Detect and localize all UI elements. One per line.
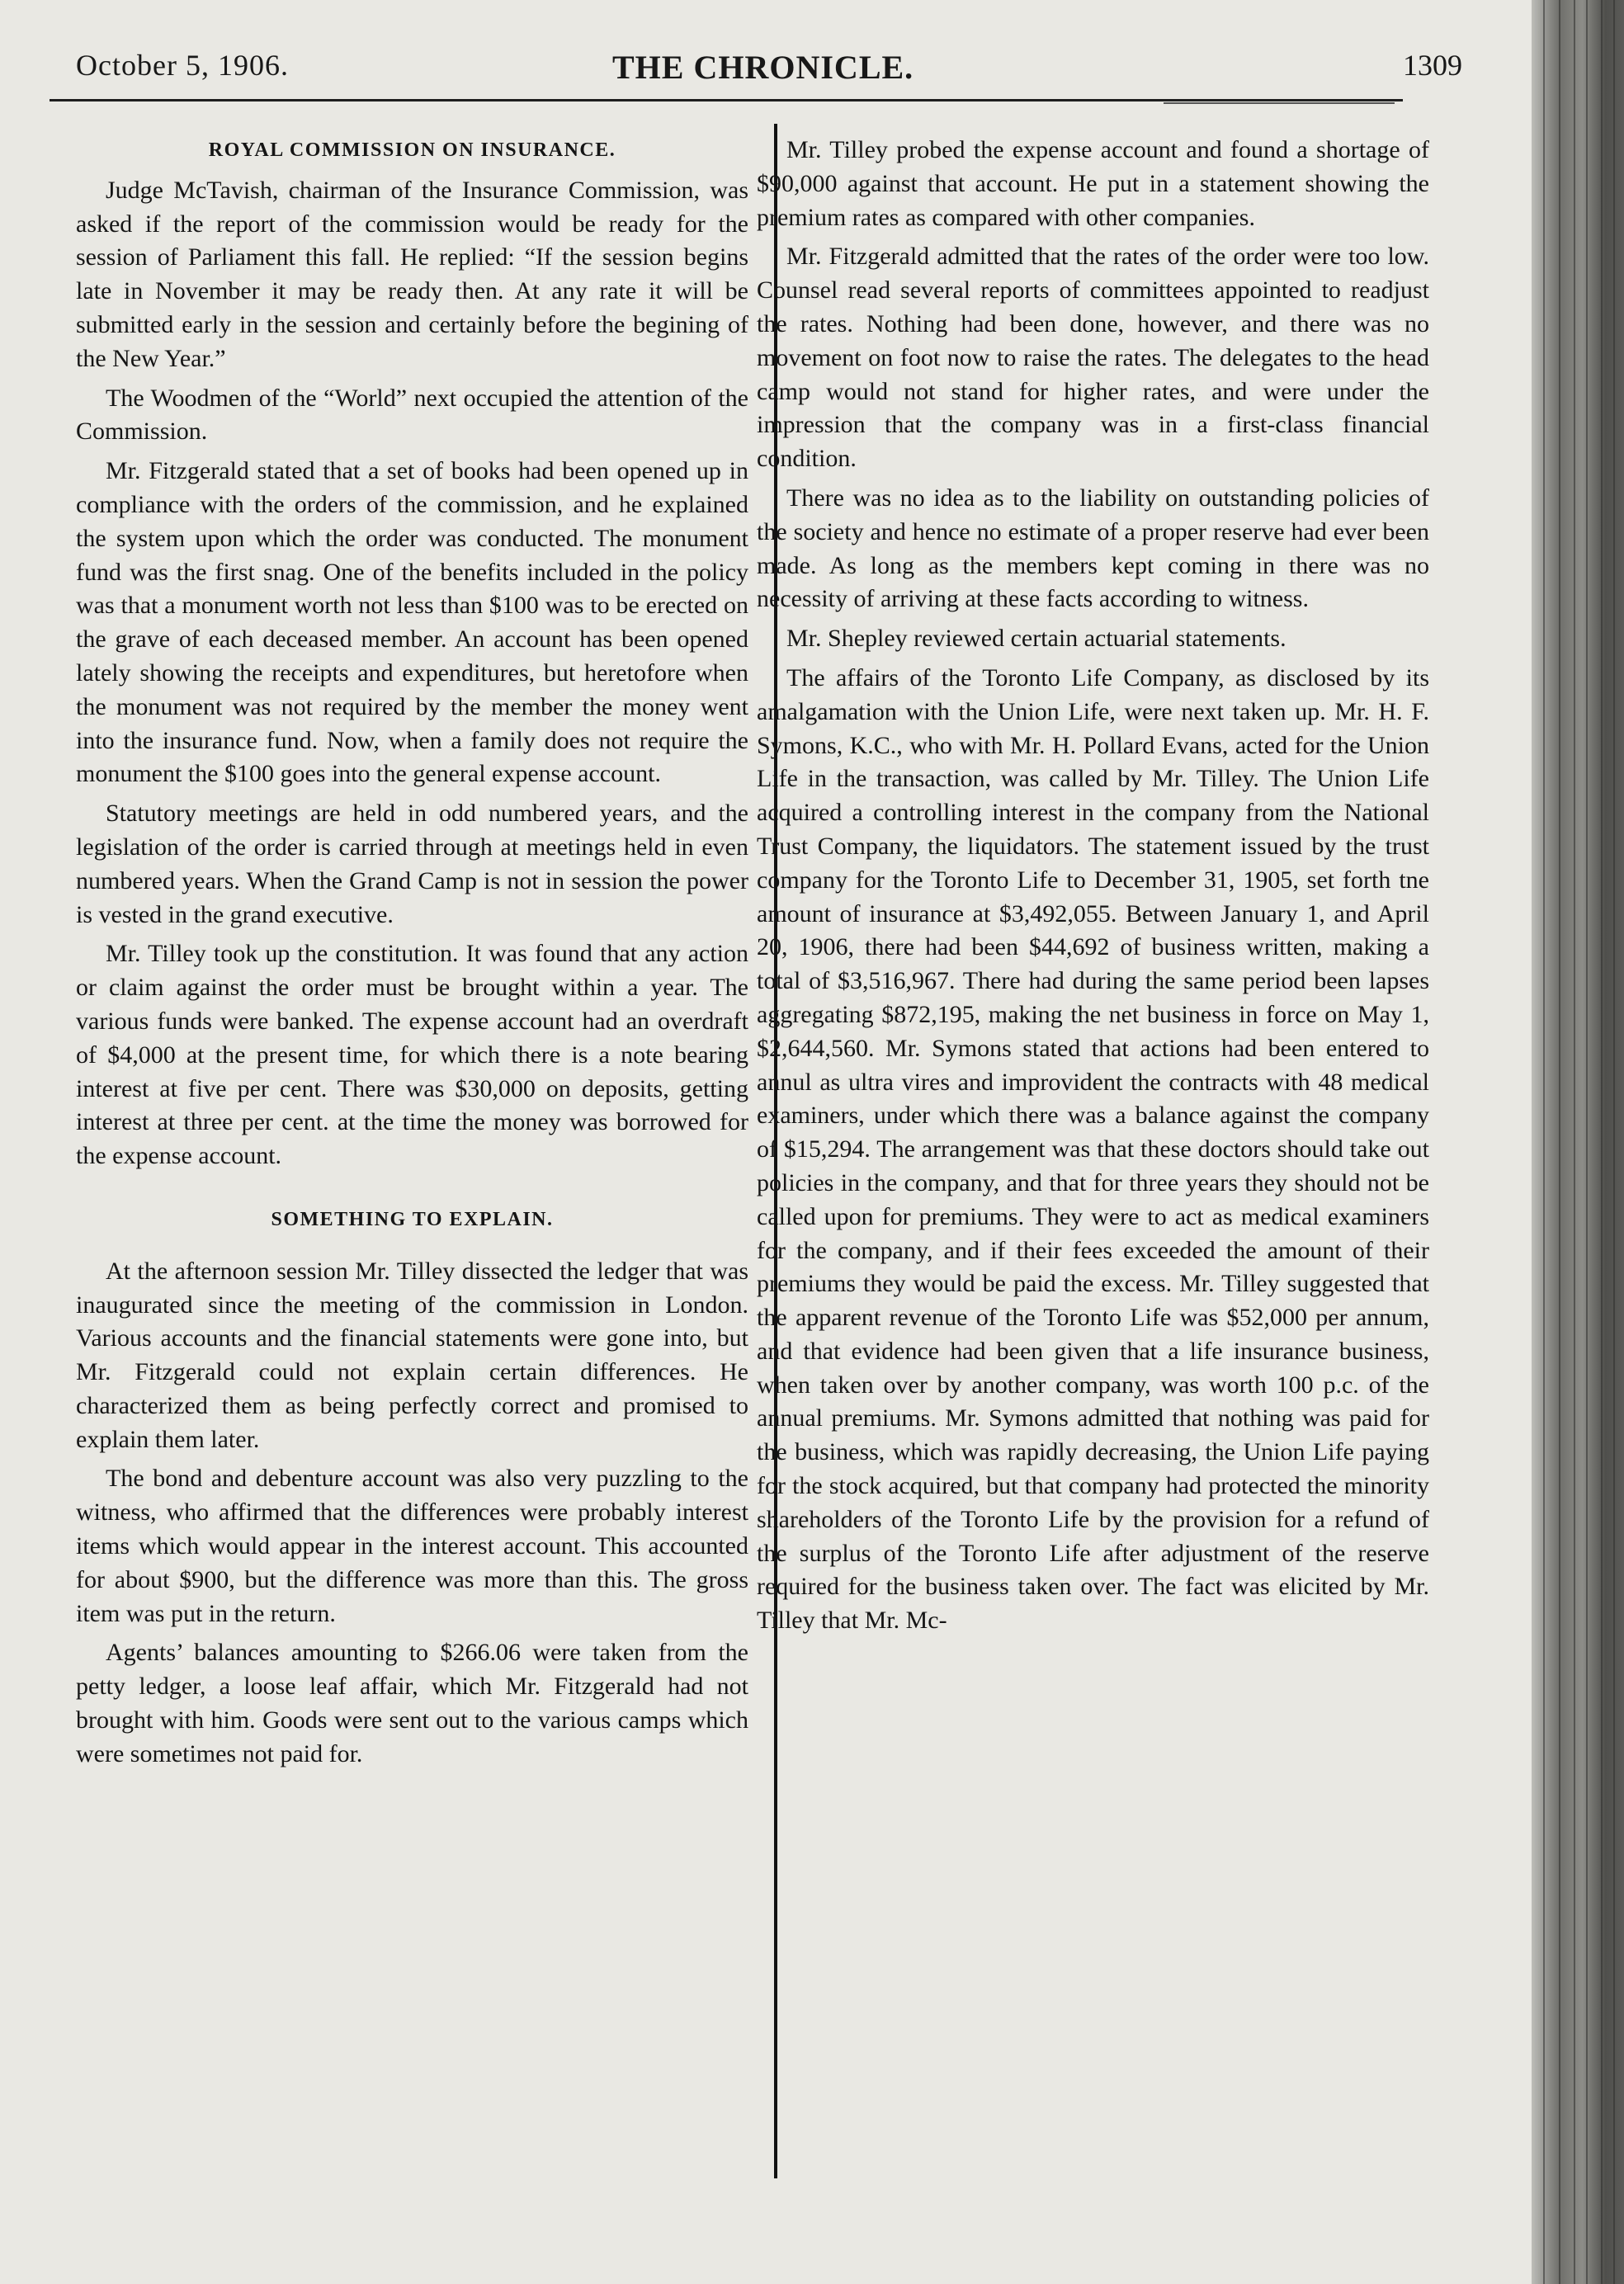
- article-paragraph: The affairs of the Toronto Life Company, as disclosed by its amalgamation with the Union Life, were next taken up. Mr. H. F. Symons, K.C., who with Mr. H. Pollard Evans, acted for the Union Life in the transaction, was called by Mr. Tilley. The Union Life acquired a controlling interest in the company from the National Trust Company, the liquidators. The statement issued by the trust company for the Toronto Life to December 31, 1905, set forth tne amount of insurance at $3,492,055. Between January 1, and April 20, 1906, there had been $44,692 of business written, making a total of $3,516,967. There had during the same period been lapses aggregating $872,195, making the net business in force on May 1, $2,644,560. Mr. Symons stated that actions had been entered to annul as ultra vires and improvident the contracts with 48 medical examiners, under which there was a balance against the company of $15,294. The arrangement was that these doctors should take out policies in the company, and that for three years they should not be called upon for premiums. They were to act as medical examiners for the company, and if their fees exceeded the amount of their premiums they would be paid the excess. Mr. Tilley suggested that the apparent revenue of the Toronto Life was $52,000 per annum, and that evidence had been given that a life insurance business, when taken over by another company, was worth 100 p.c. of the annual premiums. Mr. Symons admitted that nothing was paid for the business, which was rapidly decreasing, the Union Life paying for the stock acquired, but that company had protected the minority shareholders of the Toronto Life by the provision for a refund of the surplus of the Toronto Life after adjustment of the reserve required for the business taken over. The fact was elicited by Mr. Tilley that Mr. Mc-: [757, 663, 1429, 1635]
- article-paragraph: Judge McTavish, chairman of the Insurance Commission, was asked if the report of the commission would be ready for the session of Parliament this fall. He replied: “If the session begins late in November it may be ready then. At any rate it will be submitted early in the session and certainly before the begining of the New Year.”: [76, 176, 748, 372]
- article-paragraph: At the afternoon session Mr. Tilley dissected the ledger that was inaugurated since the meeting of the commission in London. Various accounts and the financial statements were gone into, but Mr. Fitzgerald could not explain certain differences. He characterized them as being perfectly correct and promised to explain them later.: [76, 1257, 748, 1453]
- article-paragraph: The bond and debenture account was also very puzzling to the witness, who affirmed that the differences were probably interest items which would appear in the interest account. This accounted for about $900, but the difference was more than this. The gross item was put in the return.: [76, 1465, 748, 1627]
- article-heading: ROYAL COMMISSION ON INSURANCE.: [208, 139, 616, 161]
- article-paragraph: Mr. Fitzgerald admitted that the rates of the order were too low. Counsel read several reports of committees appointed to readjust the rates. Nothing had been done, however, and there was no movement on foot now to raise the rates. The delegates to the head camp would not stand for higher rates, and were under the impression that the company was in a first-class financial condition.: [757, 243, 1429, 473]
- left-column: [76, 134, 748, 1777]
- right-column: [757, 134, 1429, 1644]
- article-paragraph: The Woodmen of the “World” next occupied the attention of the Commission.: [76, 384, 748, 446]
- article-paragraph: Mr. Shepley reviewed certain actuarial statements.: [786, 625, 1286, 653]
- article-paragraph: There was no idea as to the liability on outstanding policies of the society and hence no estimate of a proper reserve had ever been made. As long as the members kept coming in there was no necessity of arriving at these facts according to witness.: [757, 484, 1429, 613]
- page-number: 1309: [1403, 49, 1462, 82]
- article-paragraph: Mr. Tilley took up the constitution. It was found that any action or claim against the order must be brought within a year. The various funds were banked. The expense account had an overdraft of $4,000 at the present time, for which there is a note bearing interest at five per cent. There was $30,000 on deposits, getting interest at three per cent. at the time the money was borrowed for the expense account.: [76, 940, 748, 1170]
- article-paragraph: Mr. Tilley probed the expense account and found a shortage of $90,000 against that account. He put in a statement showing the premium rates as compared with other companies.: [757, 136, 1429, 231]
- header-rule: [50, 99, 1403, 101]
- article-paragraph: Agents’ balances amounting to $266.06 were taken from the petty ledger, a loose leaf affair, which Mr. Fitzgerald had not brought with him. Goods were sent out to the various camps which were sometimes not paid for.: [76, 1639, 748, 1767]
- article-paragraph: Statutory meetings are held in odd numbered years, and the legislation of the order is carried through at meetings held in even numbered years. When the Grand Camp is not in session the power is vested in the grand executive.: [76, 800, 748, 928]
- article-paragraph: Mr. Fitzgerald stated that a set of books had been opened up in compliance with the orders of the commission, and he explained the system upon which the order was conducted. The monument fund was the first snag. One of the benefits included in the policy was that a monument worth not less than $100 was to be erected on the grave of each deceased member. An account has been opened lately showing the receipts and expenditures, but heretofore when the monument was not required by the member the money went into the insurance fund. Now, when a family does not require the monument the $100 goes into the general expense account.: [76, 457, 748, 788]
- publication-title: THE CHRONICLE.: [612, 49, 914, 86]
- header-rule-secondary: [1164, 102, 1395, 104]
- section-subheading: SOMETHING TO EXPLAIN.: [271, 1208, 554, 1230]
- page-edge-binding: [1532, 0, 1624, 2284]
- issue-date: October 5, 1906.: [76, 49, 289, 82]
